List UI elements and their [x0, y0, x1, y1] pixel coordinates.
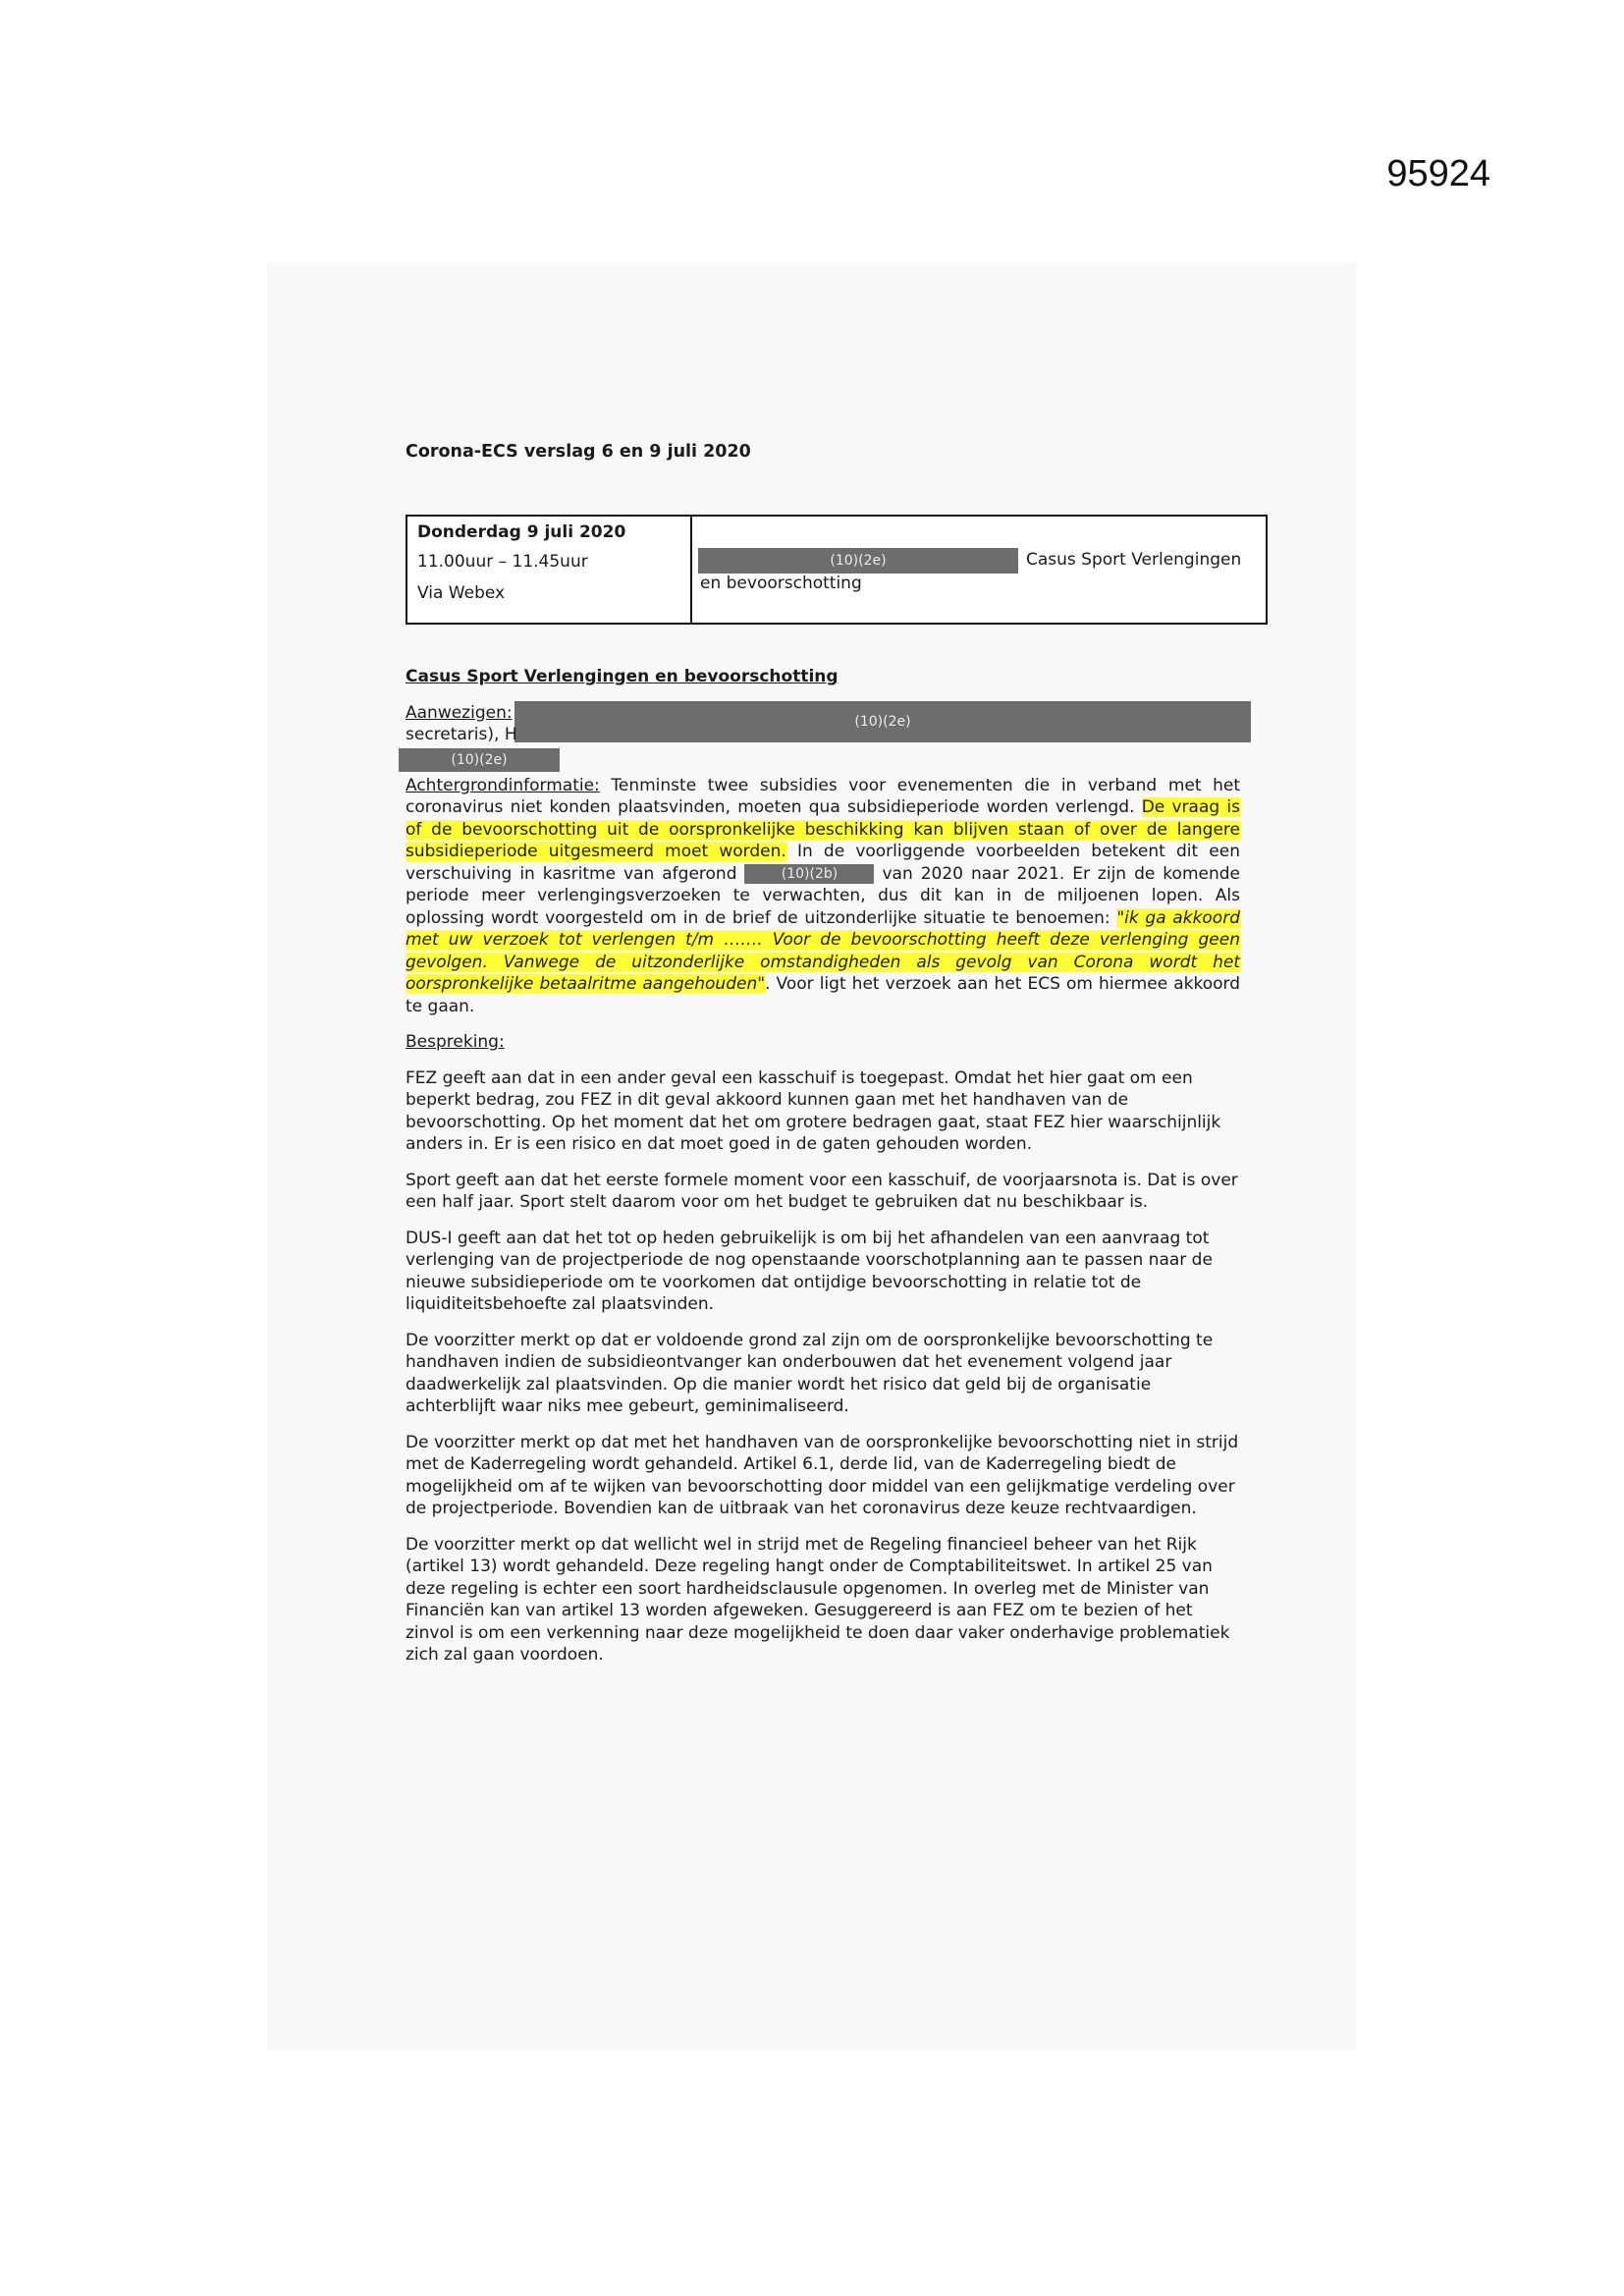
page-title: Corona-ECS verslag 6 en 9 juli 2020 — [406, 442, 751, 462]
document-body — [406, 666, 1240, 1680]
attendees-line: secretaris), H — [406, 725, 517, 744]
background-label: Achtergrondinformatie: — [406, 775, 600, 795]
redaction-block: (10)(2e) — [514, 701, 1251, 742]
redaction-block: (10)(2b) — [744, 864, 874, 884]
meeting-details-cell — [407, 517, 692, 623]
text: In de voorliggende voorbeelden betekent dit een verschuiving in kasritme van afgerond — [406, 842, 1241, 884]
redaction-block: (10)(2e) — [698, 548, 1018, 574]
background-paragraph — [406, 775, 1240, 1018]
discussion-paragraph: Sport geeft aan dat het eerste formele moment voor een kasschuif, de voorjaarsnota is. Dat is over een half jaar. Sport stelt daarom voor om het budget te gebruiken dat nu beschikbaar is. — [406, 1170, 1238, 1212]
highlighted-text: De vraag is of de bevoorschotting uit de oorspronkelijke beschikking kan blijven staan of over de langere subsidieperiode uitgesmeerd moet worden. — [406, 797, 1240, 861]
meeting-day: Donderdag 9 juli 2020 — [417, 522, 626, 542]
meeting-time: 11.00uur – 11.45uur — [417, 552, 588, 572]
discussion-paragraph: De voorzitter merkt op dat met het handhaven van de oorspronkelijke bevoorschotting niet in strijd met de Kaderregeling wordt gehandeld. Artikel 6.1, derde lid, van de Kaderregeling biedt de mogelijkheid om af te wijken van bevoorschotting door middel van een gelijkmatige verdeling over de projectperiode. Bovendien kan de uitbraak van het coronavirus deze keuze rechtvaardigen. — [406, 1432, 1239, 1518]
discussion-paragraph: DUS-I geeft aan dat het tot op heden gebruikelijk is om bij het afhandelen van een aanvraag tot verlenging van de projectperiode de nog openstaande voorschotplanning aan te passen naar de nieuwe subsidieperiode om te voorkomen dat ontijdige bevoorschotting in relatie tot de liquiditeitsbehoefte zal plaatsvinden. — [406, 1228, 1213, 1314]
meeting-subject-line-2: en bevoorschotting — [700, 574, 862, 593]
highlighted-quote: "ik ga akkoord met uw verzoek tot verlengen t/m ……. Voor de bevoorschotting heeft deze verlenging geen gevolgen. Vanwege de uitzonderlijke omstandigheden als gevolg van Corona wordt het oorspronkelijke betaalritme aangehouden" — [406, 907, 1240, 994]
meeting-info-table — [406, 515, 1268, 625]
meeting-location: Via Webex — [417, 583, 506, 603]
discussion-paragraph: De voorzitter merkt op dat wellicht wel in strijd met de Regeling financieel beheer van het Rijk (artikel 13) wordt gehandeld. Deze regeling hangt onder de Comptabiliteitswet. In artikel 25 van deze regeling is echter een soort hardheidsclausule opgenomen. In overleg met de Minister van Financiën kan van artikel 13 worden afgeweken. Gesuggereerd is aan FEZ om te bezien of het zinvol is om een verkenning naar deze mogelijkheid te doen daar vaker onderhavige problematiek zich zal gaan voordoen. — [406, 1534, 1230, 1665]
discussion-paragraph: FEZ geeft aan dat in een ander geval een kasschuif is toegepast. Omdat het hier gaat om een beperkt bedrag, zou FEZ in dit geval akkoord kunnen gaan met het handhaven van de bevoorschotting. Op het moment dat het om grotere bedragen gaat, staat FEZ hier waarschijnlijk anders in. Er is een risico en dat moet goed in de gaten gehouden worden. — [406, 1067, 1221, 1154]
text: van 2020 naar 2021. Er zijn de komende periode meer verlengingsverzoeken te verwachten, dus dit kan in de miljoenen lopen. Als oplossing wordt voorgesteld om in de brief de uitzonderlijke situatie te benoemen: — [406, 863, 1240, 928]
document-number: 95924 — [1386, 153, 1490, 194]
meeting-subject-cell — [692, 517, 1266, 623]
text: Tenminste twee subsidies voor evenementen die in verband met het coronavirus niet konden plaatsvinden, moeten qua subsidieperiode worden verlengd. — [406, 775, 1240, 817]
attendees-label: Aanwezigen: — [406, 702, 513, 723]
text: . Voor ligt het verzoek aan het ECS om hiermee akkoord te gaan. — [406, 974, 1241, 1016]
attendees — [406, 702, 1240, 745]
section-heading: Casus Sport Verlengingen en bevoorschotting — [406, 667, 839, 686]
discussion-label: Bespreking: — [406, 1032, 505, 1052]
meeting-subject-line-1: Casus Sport Verlengingen — [1026, 550, 1242, 570]
discussion-paragraph: De voorzitter merkt op dat er voldoende grond zal zijn om de oorspronkelijke bevoorschotting te handhaven indien de subsidieontvanger kan onderbouwen dat het evenement volgend jaar daadwerkelijk zal plaatsvinden. Op die manier wordt het risico dat geld bij de organisatie achterblijft waar niks mee gebeurt, geminimaliseerd. — [406, 1330, 1214, 1416]
redaction-block: (10)(2e) — [399, 748, 560, 772]
